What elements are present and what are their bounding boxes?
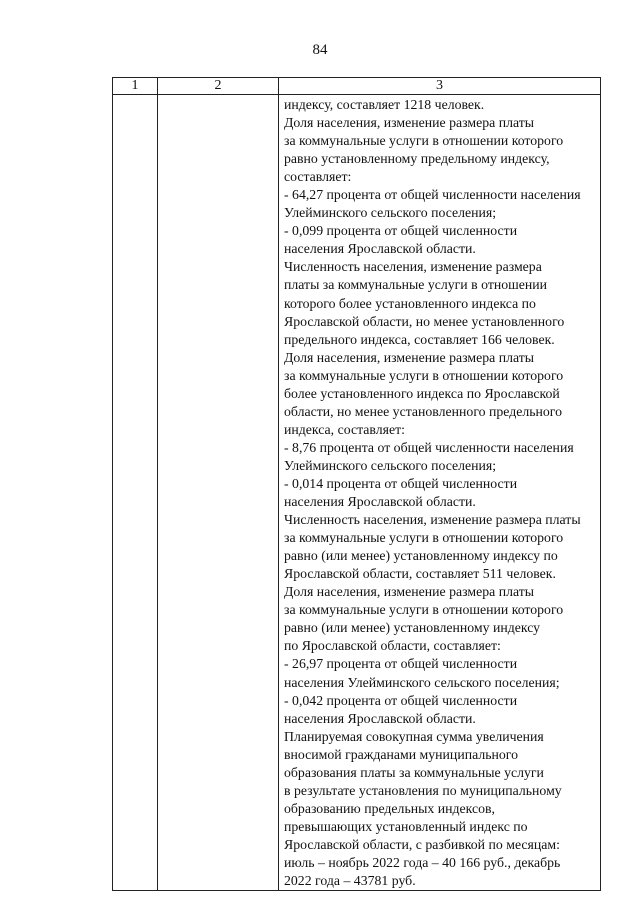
- text-line: населения Ярославской области.: [284, 241, 476, 257]
- text-line: равно (или менее) установленному индексу по: [284, 548, 558, 564]
- column-2-cell: [158, 95, 279, 891]
- text-line: образования платы за коммунальные услуги: [284, 764, 544, 780]
- text-line: индекса, составляет:: [284, 421, 405, 437]
- table-row: [113, 95, 601, 891]
- text-line: за коммунальные услуги в отношении которого: [284, 367, 564, 383]
- text-line: за коммунальные услуги в отношении которого: [284, 530, 564, 546]
- text-line: населения Ярославской области.: [284, 710, 476, 726]
- text-line: которого более установленного индекса по: [284, 295, 536, 311]
- text-line: - 64,27 процента от общей численности населения: [284, 187, 581, 203]
- text-line: Ярославской области, но менее установленного: [284, 313, 565, 329]
- text-line: за коммунальные услуги в отношении которого: [284, 602, 564, 618]
- text-line: Доля населения, изменение размера платы: [284, 349, 535, 365]
- document-table: [112, 77, 601, 891]
- text-line: населения Ярославской области.: [284, 494, 476, 510]
- text-line: более установленного индекса по Ярославской: [284, 385, 560, 401]
- text-line: в результате установления по муниципальному: [284, 782, 562, 798]
- text-line: образованию предельных индексов,: [284, 800, 495, 816]
- page-number: 84: [312, 42, 328, 58]
- text-line: 2022 года – 43781 руб.: [284, 873, 416, 889]
- text-line: - 0,014 процента от общей численности: [284, 475, 518, 491]
- text-line: вносимой гражданами муниципального: [284, 746, 519, 762]
- text-line: Ярославской области, составляет 511 человек.: [284, 566, 556, 582]
- text-line: Улейминского сельского поселения;: [284, 205, 497, 221]
- text-line: Доля населения, изменение размера платы: [284, 584, 535, 600]
- column-3-text: [279, 95, 600, 890]
- text-line: Численность населения, изменение размера: [284, 259, 542, 275]
- table-header-row: [113, 78, 601, 95]
- text-line: индексу, составляет 1218 человек.: [284, 97, 485, 112]
- column-header-1: 1: [113, 78, 158, 95]
- text-line: равно (или менее) установленному индексу: [284, 620, 541, 636]
- text-line: - 0,042 процента от общей численности: [284, 692, 518, 708]
- text-line: платы за коммунальные услуги в отношении: [284, 277, 548, 293]
- text-line: по Ярославской области, составляет:: [284, 638, 501, 654]
- text-line: области, но менее установленного предельного: [284, 403, 563, 419]
- column-3-cell: [279, 95, 601, 891]
- text-line: - 26,97 процента от общей численности: [284, 656, 518, 672]
- column-header-2: 2: [158, 78, 279, 95]
- column-1-cell: [113, 95, 158, 891]
- text-line: Численность населения, изменение размера платы: [284, 512, 581, 528]
- text-line: за коммунальные услуги в отношении которого: [284, 133, 564, 149]
- text-line: предельного индекса, составляет 166 человек.: [284, 331, 555, 347]
- text-line: - 8,76 процента от общей численности населения: [284, 439, 574, 455]
- text-line: Планируемая совокупная сумма увеличения: [284, 728, 544, 744]
- text-line: Доля населения, изменение размера платы: [284, 115, 535, 131]
- text-line: равно установленному предельному индексу,: [284, 151, 550, 167]
- text-line: превышающих установленный индекс по: [284, 818, 528, 834]
- text-line: составляет:: [284, 169, 352, 185]
- text-line: населения Улейминского сельского поселения;: [284, 674, 560, 690]
- text-line: Улейминского сельского поселения;: [284, 457, 497, 473]
- text-line: - 0,099 процента от общей численности: [284, 223, 518, 239]
- text-line: Ярославской области, с разбивкой по месяцам:: [284, 836, 560, 852]
- text-line: июль – ноябрь 2022 года – 40 166 руб., декабрь: [284, 854, 561, 870]
- column-header-3: 3: [279, 78, 601, 95]
